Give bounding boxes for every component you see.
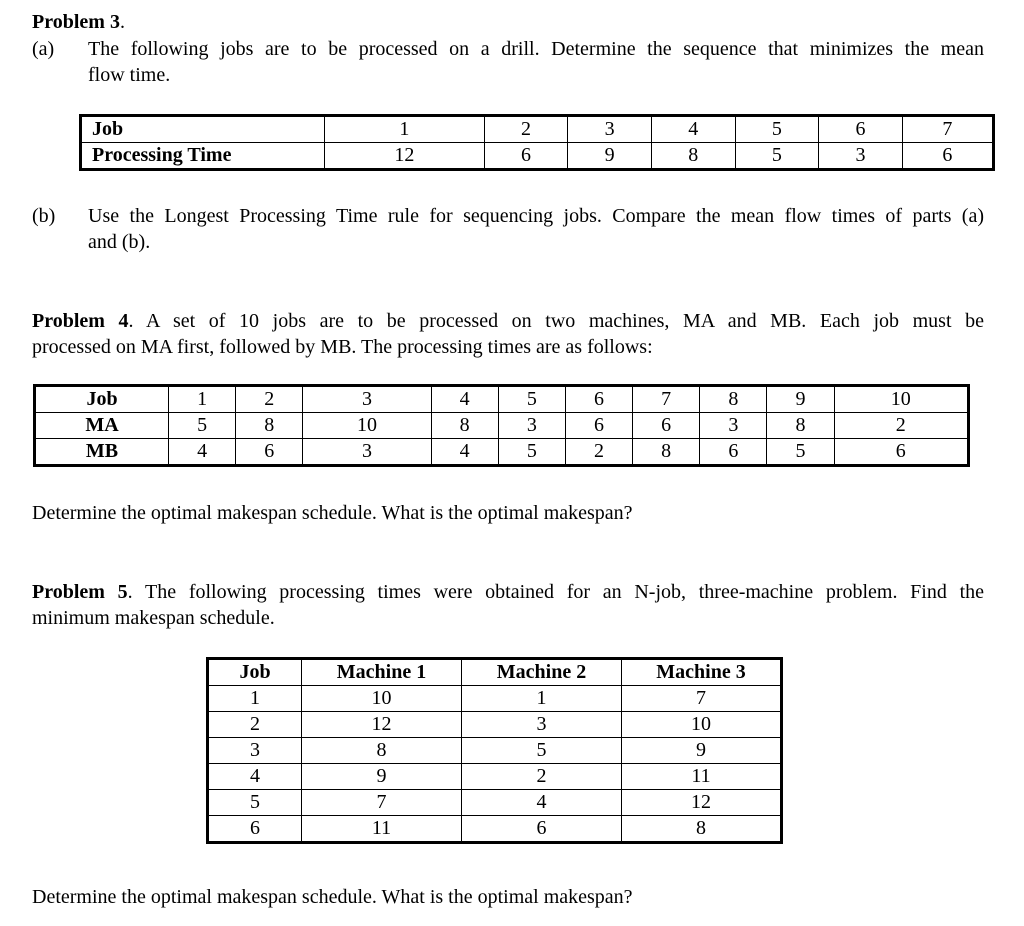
row-label-processing-time: Processing Time [81, 143, 325, 170]
machine2-cell: 2 [462, 764, 622, 790]
problem4-text [32, 308, 984, 360]
header-machine-1: Machine 1 [302, 659, 462, 686]
machine1-cell: 7 [302, 790, 462, 816]
job-cell: 7 [633, 386, 700, 413]
three-machine-table [206, 657, 783, 844]
mb-cell: 5 [767, 439, 834, 466]
part-a-text [88, 36, 984, 88]
mb-cell: 6 [700, 439, 767, 466]
problem5-line2: minimum makespan schedule. [32, 607, 275, 629]
job-cell: 2 [236, 386, 303, 413]
ma-cell: 8 [767, 413, 834, 439]
problem3-title: Problem 3 [32, 11, 120, 33]
ma-cell: 8 [236, 413, 303, 439]
row-label-ma: MA [35, 413, 169, 439]
problem5-title: Problem 5 [32, 581, 128, 603]
ma-cell: 8 [431, 413, 498, 439]
ma-cell: 3 [700, 413, 767, 439]
ma-cell: 2 [834, 413, 968, 439]
problem5-question: Determine the optimal makespan schedule. What is the optimal makespan? [32, 886, 633, 908]
mb-cell: 4 [431, 439, 498, 466]
job-cell: 7 [902, 116, 993, 143]
job-cell: 5 [208, 790, 302, 816]
machine2-cell: 3 [462, 712, 622, 738]
table-row-ma [35, 413, 969, 439]
problem5-text [32, 579, 984, 631]
problem3-heading [32, 9, 125, 35]
part-b-marker: (b) [32, 205, 56, 227]
machine2-cell: 6 [462, 816, 622, 843]
machine1-cell: 11 [302, 816, 462, 843]
mb-cell: 6 [834, 439, 968, 466]
job-cell: 4 [431, 386, 498, 413]
row-label-job: Job [81, 116, 325, 143]
table-header-row [208, 659, 782, 686]
header-machine-3: Machine 3 [622, 659, 782, 686]
job-cell: 8 [700, 386, 767, 413]
machine1-cell: 10 [302, 686, 462, 712]
table-row [208, 764, 782, 790]
table-row-processing-time [81, 143, 994, 170]
machine2-cell: 5 [462, 738, 622, 764]
machine2-cell: 4 [462, 790, 622, 816]
job-cell: 3 [568, 116, 652, 143]
machine3-cell: 12 [622, 790, 782, 816]
problem4-line1-text: . A set of 10 jobs are to be processed on two machines, MA and MB. Each job must be [128, 310, 984, 332]
job-cell: 10 [834, 386, 968, 413]
table-row [208, 738, 782, 764]
part-a-marker: (a) [32, 38, 55, 60]
time-cell: 12 [325, 143, 485, 170]
job-cell: 5 [735, 116, 819, 143]
machine1-cell: 12 [302, 712, 462, 738]
job-cell: 4 [651, 116, 735, 143]
time-cell: 6 [484, 143, 568, 170]
table-row [208, 686, 782, 712]
mb-cell: 2 [565, 439, 632, 466]
job-cell: 6 [208, 816, 302, 843]
time-cell: 8 [651, 143, 735, 170]
machine1-cell: 8 [302, 738, 462, 764]
job-cell: 2 [484, 116, 568, 143]
part-b-line2: and (b). [88, 231, 151, 253]
job-cell: 9 [767, 386, 834, 413]
part-b-line1: Use the Longest Processing Time rule for sequencing jobs. Compare the mean flow times of parts (a) [88, 205, 984, 227]
processing-time-table [79, 114, 995, 171]
problem4-line1 [32, 308, 984, 334]
job-cell: 1 [208, 686, 302, 712]
problem3-title-period: . [119, 11, 125, 33]
two-machine-table [33, 384, 970, 467]
mb-cell: 3 [303, 439, 431, 466]
job-cell: 4 [208, 764, 302, 790]
job-cell: 6 [565, 386, 632, 413]
ma-cell: 3 [498, 413, 565, 439]
job-cell: 5 [498, 386, 565, 413]
mb-cell: 5 [498, 439, 565, 466]
time-cell: 6 [902, 143, 993, 170]
machine3-cell: 10 [622, 712, 782, 738]
problem5-line1-text: . The following processing times were obtained for an N-job, three-machine problem. Find the [127, 581, 985, 603]
table-row [208, 790, 782, 816]
header-job: Job [208, 659, 302, 686]
machine3-cell: 7 [622, 686, 782, 712]
row-label-job: Job [35, 386, 169, 413]
table-row-job [35, 386, 969, 413]
problem4-title: Problem 4 [32, 310, 129, 332]
ma-cell: 6 [633, 413, 700, 439]
time-cell: 5 [735, 143, 819, 170]
job-cell: 3 [303, 386, 431, 413]
part-b-text [88, 203, 984, 255]
table-row-job [81, 116, 994, 143]
time-cell: 3 [819, 143, 903, 170]
part-a-line2: flow time. [88, 64, 171, 86]
header-machine-2: Machine 2 [462, 659, 622, 686]
job-cell: 6 [819, 116, 903, 143]
machine2-cell: 1 [462, 686, 622, 712]
problem4-question: Determine the optimal makespan schedule. What is the optimal makespan? [32, 502, 633, 524]
job-cell: 3 [208, 738, 302, 764]
ma-cell: 10 [303, 413, 431, 439]
mb-cell: 4 [169, 439, 236, 466]
ma-cell: 6 [565, 413, 632, 439]
mb-cell: 6 [236, 439, 303, 466]
part-a-line1: The following jobs are to be processed on a drill. Determine the sequence that minimizes the mean [88, 38, 984, 60]
table-row [208, 816, 782, 843]
machine1-cell: 9 [302, 764, 462, 790]
ma-cell: 5 [169, 413, 236, 439]
table-row [208, 712, 782, 738]
job-cell: 1 [325, 116, 485, 143]
machine3-cell: 8 [622, 816, 782, 843]
problem5-line1 [32, 579, 984, 605]
machine3-cell: 9 [622, 738, 782, 764]
job-cell: 2 [208, 712, 302, 738]
machine3-cell: 11 [622, 764, 782, 790]
table-row-mb [35, 439, 969, 466]
job-cell: 1 [169, 386, 236, 413]
problem4-line2: processed on MA first, followed by MB. The processing times are as follows: [32, 336, 653, 358]
time-cell: 9 [568, 143, 652, 170]
row-label-mb: MB [35, 439, 169, 466]
mb-cell: 8 [633, 439, 700, 466]
